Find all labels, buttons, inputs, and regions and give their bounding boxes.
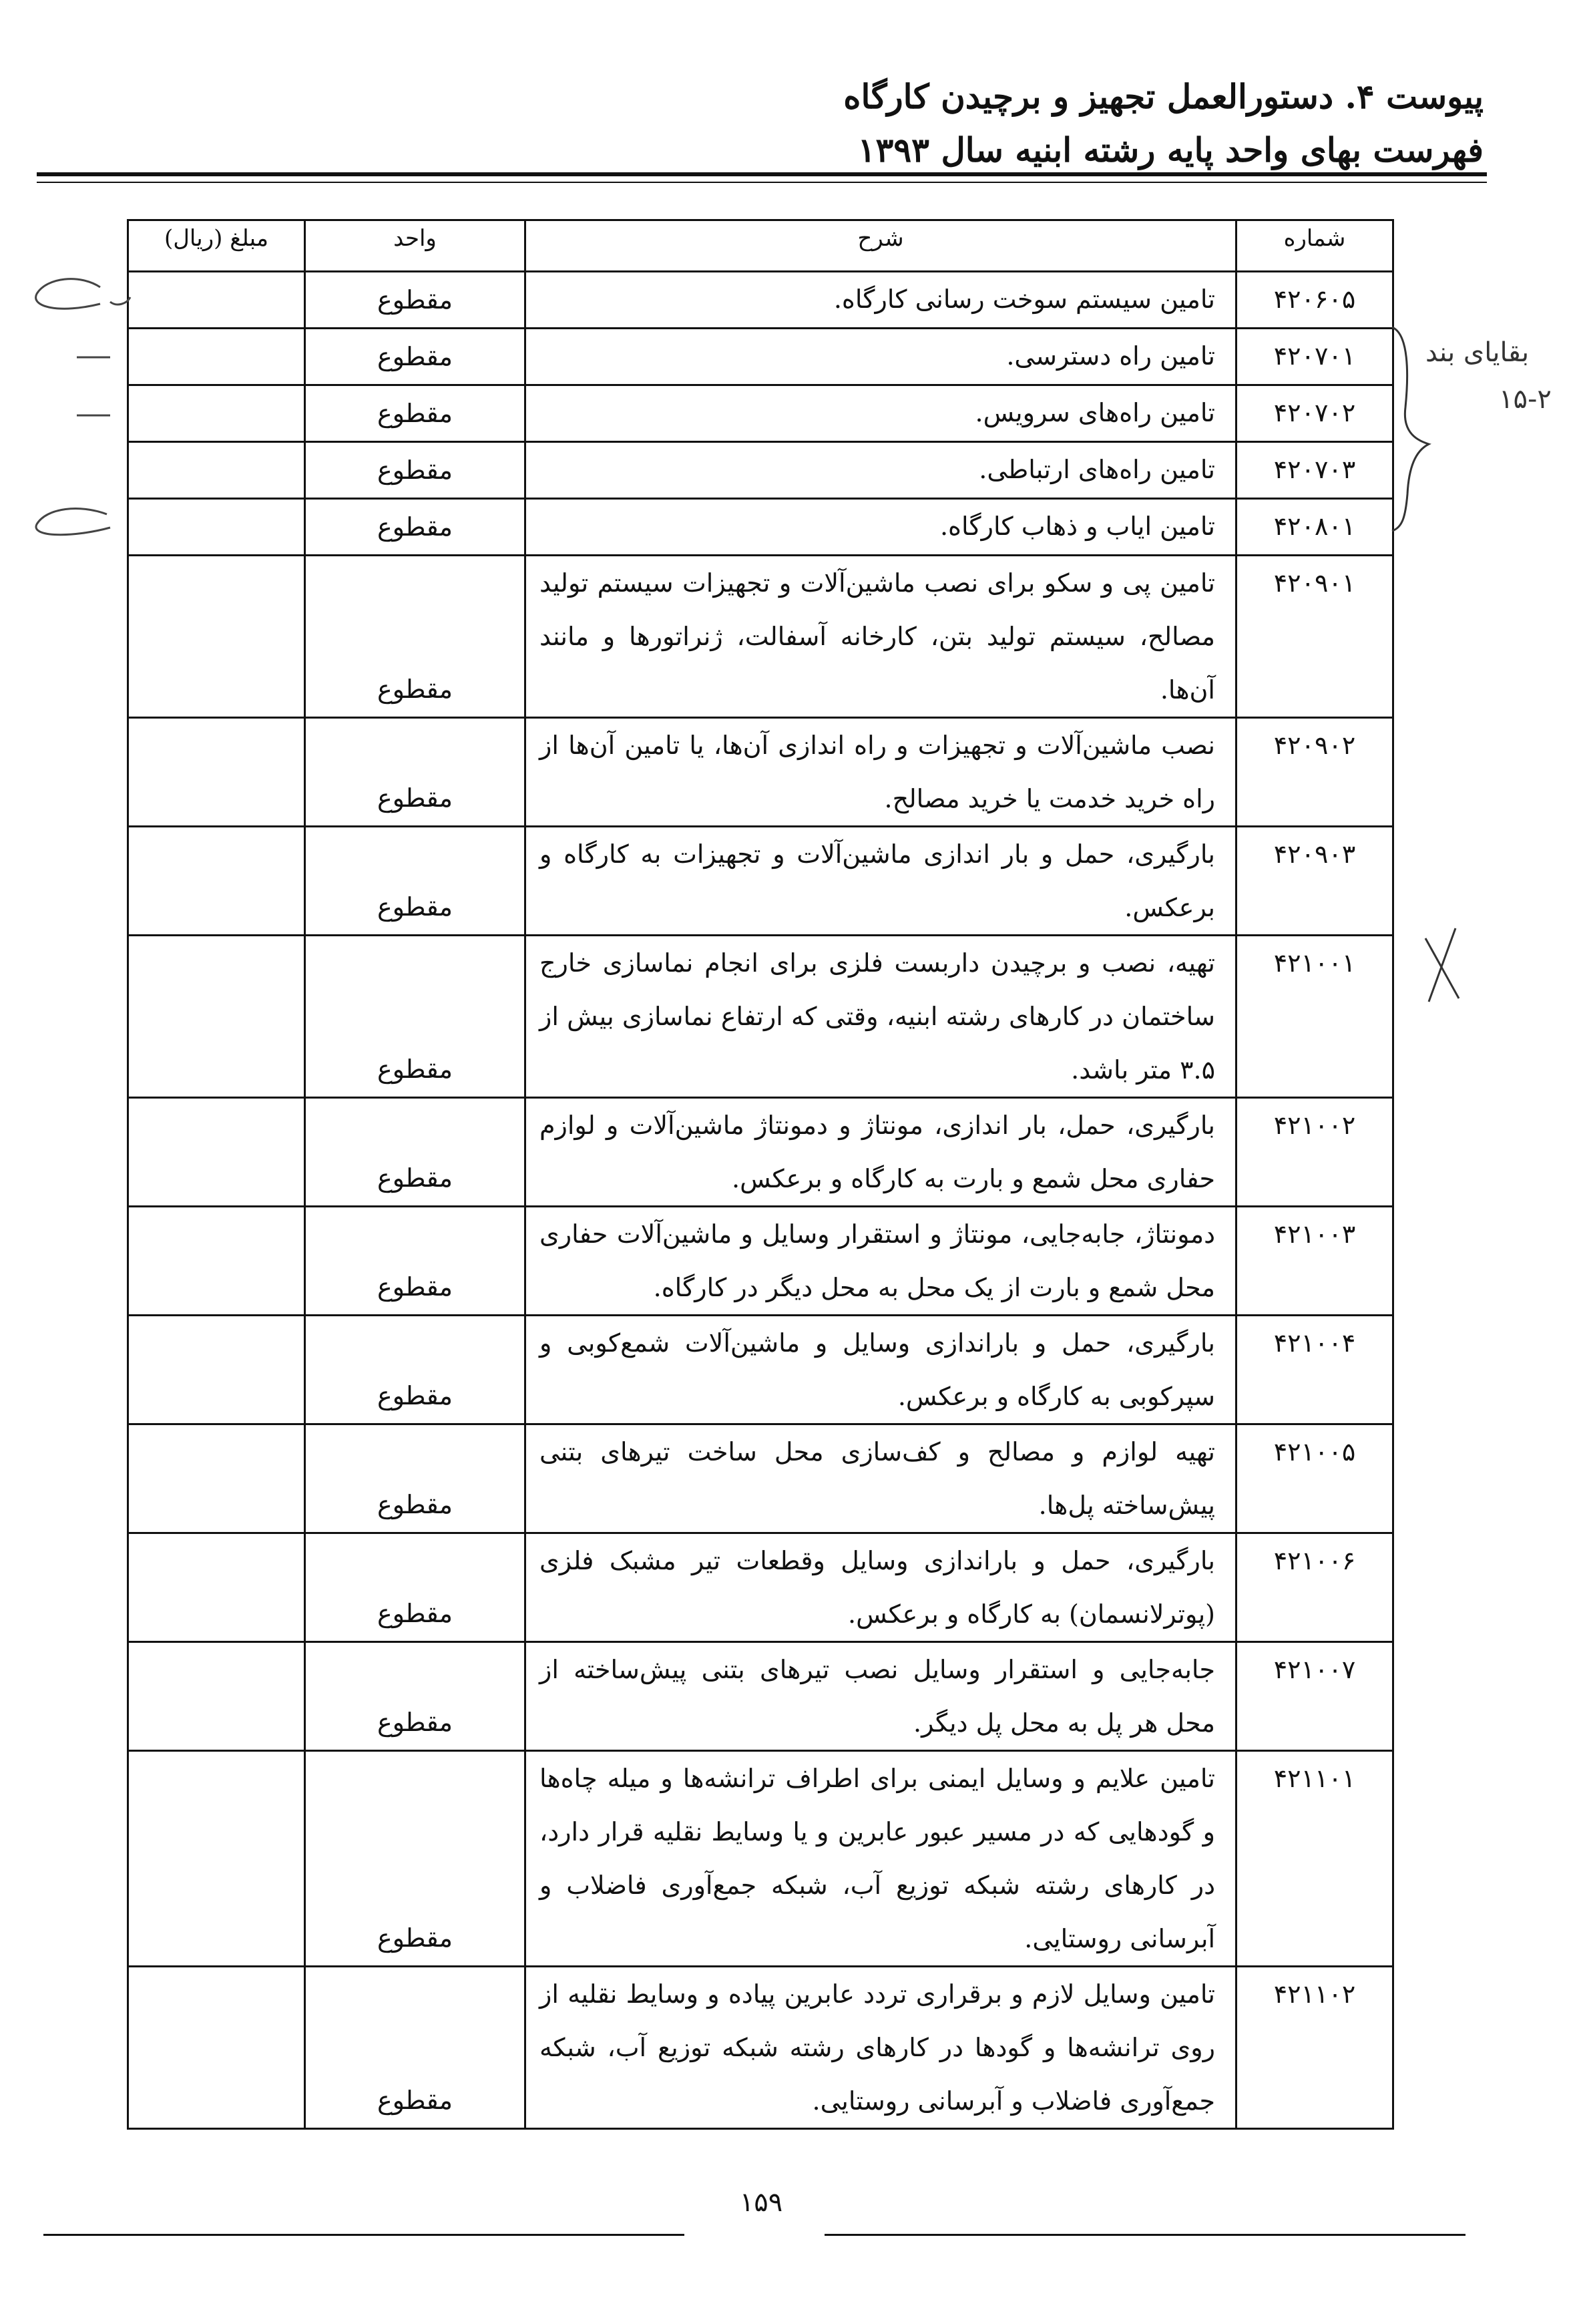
item-number: ۴۲۱۰۰۷ [1236,1642,1393,1751]
item-unit: مقطوع [305,1207,525,1316]
item-amount [128,1967,305,2129]
table-row [128,556,1393,718]
item-unit: مقطوع [305,385,525,442]
item-unit: مقطوع [305,1098,525,1207]
item-number: ۴۲۱۰۰۵ [1236,1424,1393,1533]
item-amount [128,385,305,442]
item-amount [128,442,305,499]
price-list-table [127,219,1394,2130]
item-description: بارگیری، حمل، بار اندازی، مونتاژ و دمونتاژ ماشین‌آلات و لوازم حفاری محل شمع و بارت به کارگاه و برعکس. [525,1098,1236,1207]
item-description: بارگیری، حمل و باراندازی وسایل و ماشین‌آلات شمع‌کوبی و سپرکوبی به کارگاه و برعکس. [525,1316,1236,1424]
table-row [128,936,1393,1098]
item-number: ۴۲۱۰۰۳ [1236,1207,1393,1316]
table-row [128,1424,1393,1533]
table-row [128,385,1393,442]
item-unit: مقطوع [305,442,525,499]
item-number: ۴۲۱۱۰۱ [1236,1751,1393,1967]
item-description: تامین علایم و وسایل ایمنی برای اطراف ترانشه‌ها و میله چاه‌ها و گودهایی که در مسیر عبور عابرین و یا وسایط نقلیه قرار دارد، در کارهای رشته شبکه توزیع آب، شبکه جمع‌آوری فاضلاب و آبرسانی روستایی. [525,1751,1236,1967]
item-number: ۴۲۰۷۰۲ [1236,385,1393,442]
item-number: ۴۲۰۹۰۳ [1236,827,1393,936]
item-unit: مقطوع [305,1642,525,1751]
item-amount [128,1424,305,1533]
header-number: شماره [1236,220,1393,272]
table-row [128,1533,1393,1642]
margin-cross-mark [1425,938,1459,998]
page-header [482,70,1484,177]
item-amount [128,499,305,556]
header-unit: واحد [305,220,525,272]
item-unit: مقطوع [305,1533,525,1642]
header-title: پیوست ۴. دستورالعمل تجهیز و برچیدن کارگاه [843,77,1484,116]
item-amount [128,936,305,1098]
item-amount [128,1207,305,1316]
margin-scribble [36,279,100,309]
item-description: دمونتاژ، جابه‌جایی، مونتاژ و استقرار وسایل و ماشین‌آلات حفاری محل شمع و بارت از یک محل به محل دیگر در کارگاه. [525,1207,1236,1316]
header-amount: مبلغ (ریال) [128,220,305,272]
item-description: جابه‌جایی و استقرار وسایل نصب تیرهای بتنی پیش‌ساخته از محل هر پل به محل پل دیگر. [525,1642,1236,1751]
table-body [128,272,1393,2129]
item-amount [128,1642,305,1751]
table-row [128,1751,1393,1967]
item-amount [128,556,305,718]
item-amount [128,1316,305,1424]
table-row [128,1642,1393,1751]
item-description: تامین ایاب و ذهاب کارگاه. [525,499,1236,556]
item-amount [128,1751,305,1967]
item-amount [128,1098,305,1207]
item-description: تامین پی و سکو برای نصب ماشین‌آلات و تجهیزات سیستم تولید مصالح، سیستم تولید بتن، کارخانه آسفالت، ژنراتورها و مانند آن‌ها. [525,556,1236,718]
item-amount [128,272,305,329]
table-row [128,1098,1393,1207]
item-description: بارگیری، حمل و باراندازی وسایل وقطعات تیر مشبک فلزی (پوترلانسمان) به کارگاه و برعکس. [525,1533,1236,1642]
item-unit: مقطوع [305,1316,525,1424]
item-number: ۴۲۱۰۰۴ [1236,1316,1393,1424]
item-number: ۴۲۰۹۰۲ [1236,718,1393,827]
item-unit: مقطوع [305,272,525,329]
item-number: ۴۲۱۰۰۶ [1236,1533,1393,1642]
item-number: ۴۲۱۱۰۲ [1236,1967,1393,2129]
item-number: ۴۲۱۰۰۱ [1236,936,1393,1098]
item-description: تامین راه‌های سرویس. [525,385,1236,442]
item-description: تامین راه دسترسی. [525,329,1236,385]
item-number: ۴۲۰۹۰۱ [1236,556,1393,718]
item-amount [128,1533,305,1642]
item-unit: مقطوع [305,556,525,718]
table-row [128,718,1393,827]
header-description: شرح [525,220,1236,272]
table-row [128,1967,1393,2129]
item-description: تامین وسایل لازم و برقراری تردد عابرین پیاده و وسایط نقلیه از روی ترانشه‌ها و گودها در کارهای رشته شبکه توزیع آب، شبکه جمع‌آوری فاضلاب و آبرسانی روستایی. [525,1967,1236,2129]
item-unit: مقطوع [305,329,525,385]
item-unit: مقطوع [305,718,525,827]
item-number: ۴۲۰۷۰۳ [1236,442,1393,499]
item-description: تهیه، نصب و برچیدن داربست فلزی برای انجام نماسازی خارج ساختمان در کارهای رشته ابنیه، وقتی که ارتفاع نماسازی بیش از ۳.۵ متر باشد. [525,936,1236,1098]
margin-scribble [36,509,110,535]
item-amount [128,718,305,827]
item-number: ۴۲۰۷۰۱ [1236,329,1393,385]
item-number: ۴۲۰۸۰۱ [1236,499,1393,556]
item-amount [128,329,305,385]
item-description: تامین سیستم سوخت رسانی کارگاه. [525,272,1236,329]
table-row [128,499,1393,556]
table-row [128,442,1393,499]
page-number: ۱۵۹ [739,2187,783,2218]
item-number: ۴۲۱۰۰۲ [1236,1098,1393,1207]
item-unit: مقطوع [305,1424,525,1533]
table-row [128,272,1393,329]
header-rule [37,172,1487,176]
item-number: ۴۲۰۶۰۵ [1236,272,1393,329]
table-row [128,1316,1393,1424]
item-unit: مقطوع [305,1967,525,2129]
margin-brace [1392,327,1429,531]
table-row [128,329,1393,385]
item-unit: مقطوع [305,936,525,1098]
item-unit: مقطوع [305,1751,525,1967]
margin-cross-mark [1429,928,1455,1002]
item-unit: مقطوع [305,827,525,936]
header-subtitle: فهرست بهای واحد پایه رشته ابنیه سال ۱۳۹۳ [857,130,1484,170]
footer-rule-right [825,2234,1466,2236]
table-header-row [128,220,1393,272]
header-rule-thin [37,182,1487,183]
item-unit: مقطوع [305,499,525,556]
item-description: نصب ماشین‌آلات و تجهیزات و راه اندازی آن‌ها، یا تامین آن‌ها از راه خرید خدمت یا خرید مصالح. [525,718,1236,827]
table-row [128,827,1393,936]
item-description: تهیه لوازم و مصالح و کف‌سازی محل ساخت تیرهای بتنی پیش‌ساخته پل‌ها. [525,1424,1236,1533]
item-amount [128,827,305,936]
item-description: تامین راه‌های ارتباطی. [525,442,1236,499]
table-row [128,1207,1393,1316]
item-description: بارگیری، حمل و بار اندازی ماشین‌آلات و تجهیزات به کارگاه و برعکس. [525,827,1236,936]
footer-rule-left [43,2234,684,2236]
margin-note-2: ۱۵-۲ [1499,384,1552,415]
margin-note: بقایای بند [1425,337,1530,368]
